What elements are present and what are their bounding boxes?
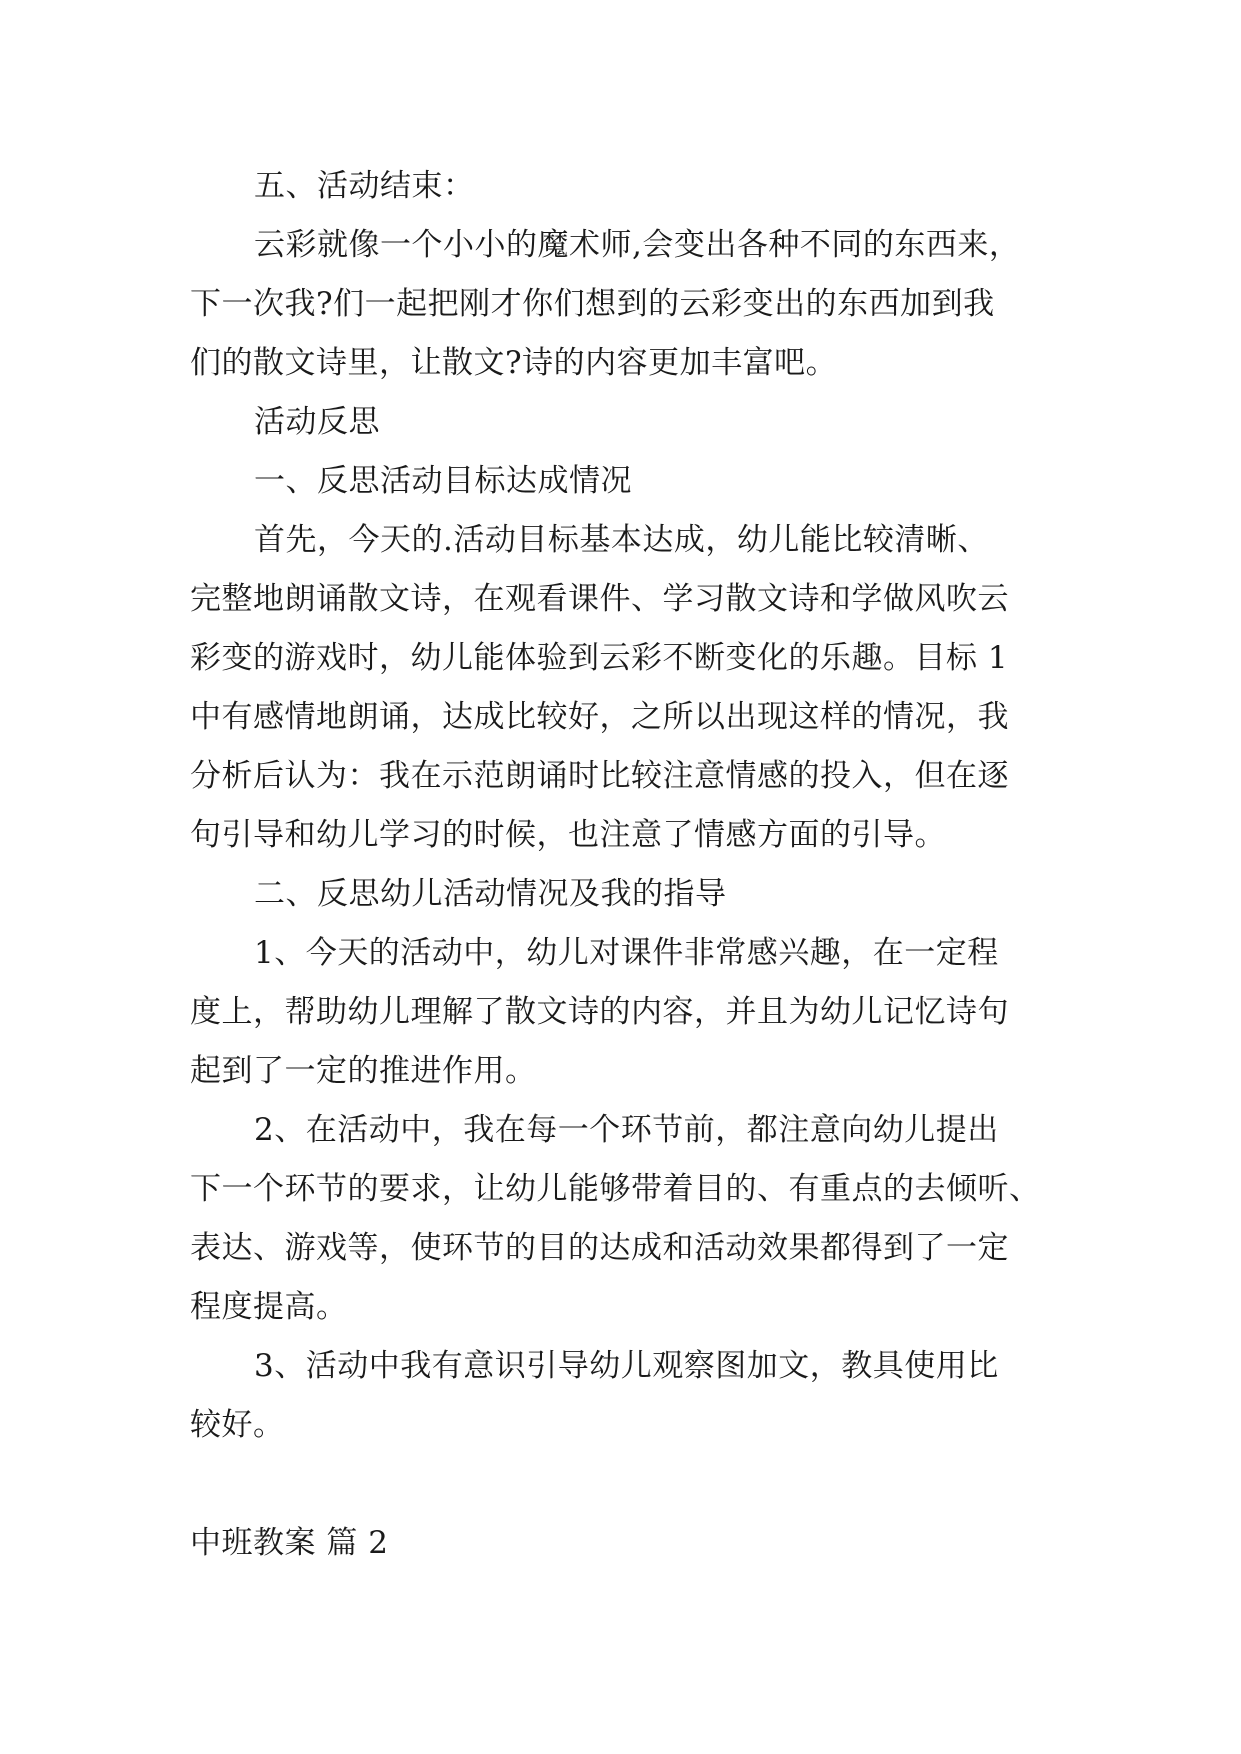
- paragraph-line: 首先，今天的.活动目标基本达成，幼儿能比较清晰、: [254, 522, 989, 558]
- paragraph-line: 表达、游戏等，使环节的目的达成和活动效果都得到了一定: [190, 1230, 1009, 1266]
- document-body: [190, 157, 1070, 1573]
- subheading-goal-reflection: 一、反思活动目标达成情况: [254, 463, 632, 499]
- paragraph-line: 句引导和幼儿学习的时候，也注意了情感方面的引导。: [190, 817, 946, 853]
- paragraph-line: 们的散文诗里，让散文?诗的内容更加丰富吧。: [190, 345, 838, 381]
- paragraph-line: 1、今天的活动中，幼儿对课件非常感兴趣，在一定程: [254, 935, 999, 971]
- paragraph-line: 彩变的游戏时，幼儿能体验到云彩不断变化的乐趣。目标 1: [190, 640, 1009, 676]
- subheading-guidance-reflection: 二、反思幼儿活动情况及我的指导: [254, 876, 727, 912]
- paragraph-line: 程度提高。: [190, 1289, 348, 1325]
- paragraph-line: 分析后认为：我在示范朗诵时比较注意情感的投入，但在逐: [190, 758, 1009, 794]
- paragraph-line: 中有感情地朗诵，达成比较好，之所以出现这样的情况，我: [190, 699, 1009, 735]
- paragraph-line: 2、在活动中，我在每一个环节前，都注意向幼儿提出: [254, 1112, 999, 1148]
- paragraph-line: 云彩就像一个小小的魔术师,会变出各种不同的东西来，: [254, 227, 1021, 263]
- section-heading-reflection: 活动反思: [254, 404, 380, 440]
- paragraph-line: 下一次我?们一起把刚才你们想到的云彩变出的东西加到我: [190, 286, 995, 322]
- paragraph-line: 较好。: [190, 1407, 285, 1443]
- paragraph-line: 度上，帮助幼儿理解了散文诗的内容，并且为幼儿记忆诗句: [190, 994, 1009, 1030]
- section-heading-activity-end: 五、活动结束：: [254, 168, 475, 204]
- paragraph-line: 完整地朗诵散文诗，在观看课件、学习散文诗和学做风吹云: [190, 581, 1009, 617]
- paragraph-line: 起到了一定的推进作用。: [190, 1053, 537, 1089]
- paragraph-line: 下一个环节的要求，让幼儿能够带着目的、有重点的去倾听、: [190, 1171, 1041, 1207]
- section-title-lesson-plan-2: 中班教案 篇 2: [190, 1525, 389, 1561]
- paragraph-line: 3、活动中我有意识引导幼儿观察图加文，教具使用比: [254, 1348, 999, 1384]
